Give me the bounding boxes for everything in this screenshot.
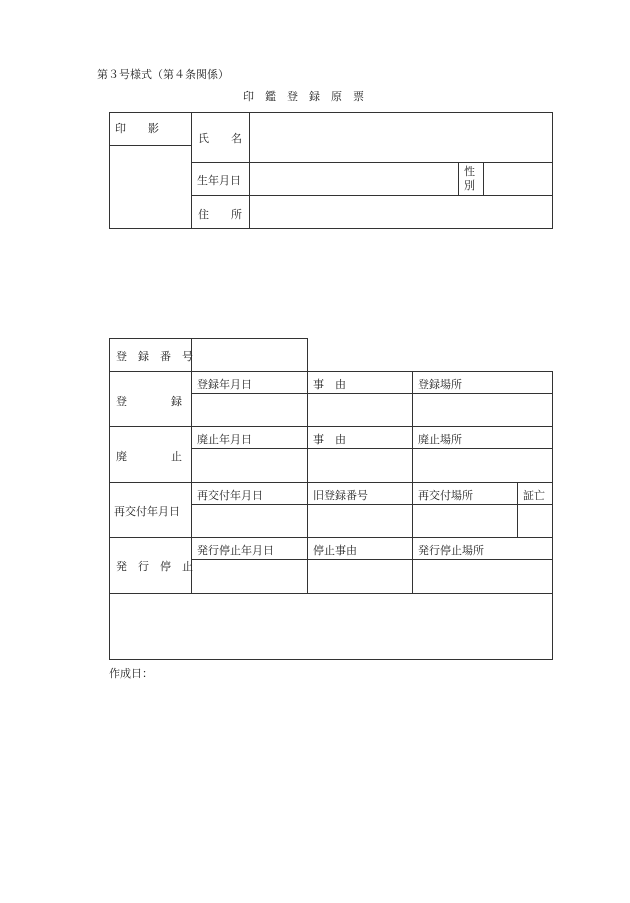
abolition-place-header: 廃止場所 [418, 433, 462, 446]
suspension-date-field[interactable] [192, 560, 307, 593]
name-field[interactable] [250, 113, 552, 162]
registration-place-field[interactable] [413, 394, 552, 426]
registration-date-header: 登録年月日 [197, 378, 252, 391]
name-label: 氏 名 [198, 132, 242, 145]
registration-row-label: 登 録 [116, 395, 182, 408]
suspension-date-header: 発行停止年月日 [197, 544, 274, 557]
gender-label-bottom: 別 [464, 179, 475, 192]
old-registration-number-field[interactable] [308, 505, 412, 537]
address-field[interactable] [250, 196, 552, 228]
reissue-date-field[interactable] [192, 505, 307, 537]
seal-impression-box[interactable] [110, 146, 190, 228]
abolition-place-field[interactable] [413, 449, 552, 482]
reissue-place-field[interactable] [413, 505, 517, 537]
certificate-field[interactable] [518, 505, 552, 537]
form-number: 第３号様式（第４条関係） [97, 68, 229, 81]
suspension-row-label: 発 行 停 止 [116, 560, 193, 573]
registration-date-field[interactable] [192, 394, 307, 426]
gender-field[interactable] [484, 163, 552, 195]
birthdate-label: 生年月日 [197, 174, 241, 187]
reissue-date-header: 再交付年月日 [197, 489, 263, 502]
form-title: 印 鑑 登 録 原 票 [243, 90, 364, 103]
gender-label-top: 性 [464, 165, 475, 178]
suspension-place-field[interactable] [413, 560, 552, 593]
address-label: 住 所 [198, 208, 242, 221]
registration-place-header: 登録場所 [418, 378, 462, 391]
suspension-reason-header: 停止事由 [313, 544, 357, 557]
seal-impression-label: 印 影 [115, 122, 159, 135]
suspension-place-header: 発行停止場所 [418, 544, 484, 557]
registration-number-label: 登 録 番 号 [116, 350, 193, 363]
abolition-row-label: 廃 止 [116, 450, 182, 463]
birthdate-field[interactable] [250, 163, 458, 195]
abolition-reason-field[interactable] [308, 449, 412, 482]
abolition-date-header: 廃止年月日 [197, 433, 252, 446]
old-registration-number-header: 旧登録番号 [313, 489, 368, 502]
remarks-area[interactable] [110, 594, 552, 659]
certificate-header: 証亡 [523, 489, 545, 502]
reissue-place-header: 再交付場所 [418, 489, 473, 502]
gender-label [464, 165, 475, 193]
abolition-reason-header: 事 由 [313, 433, 346, 446]
registration-reason-header: 事 由 [313, 378, 346, 391]
suspension-reason-field[interactable] [308, 560, 412, 593]
registration-reason-field[interactable] [308, 394, 412, 426]
created-date-label: 作成日： [109, 667, 153, 680]
reissue-row-label: 再交付年月日 [114, 505, 180, 518]
registration-number-field[interactable] [192, 339, 307, 371]
abolition-date-field[interactable] [192, 449, 307, 482]
